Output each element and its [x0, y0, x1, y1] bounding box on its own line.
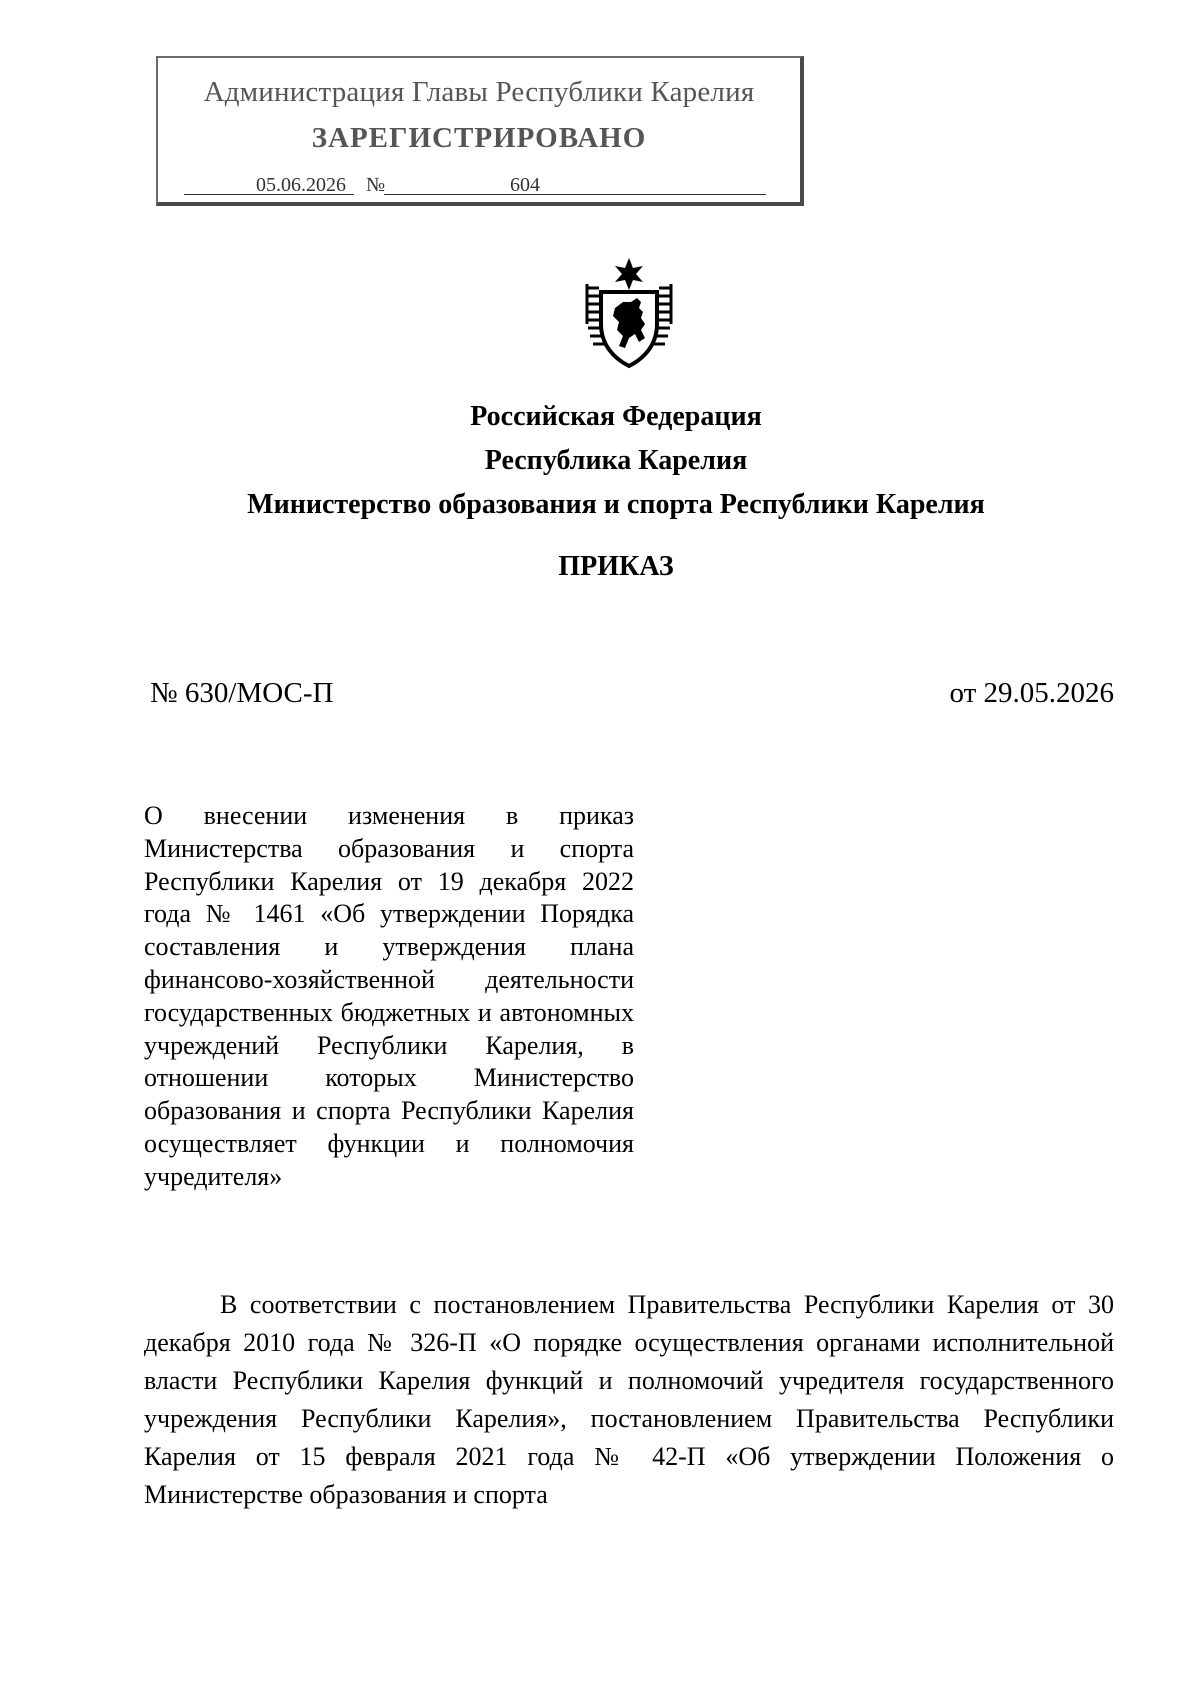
order-date: от 29.05.2026: [949, 677, 1114, 709]
stamp-date: 05.06.2026: [184, 175, 354, 195]
order-subject: О внесении изменения в приказ Министерства образования и спорта Республики Карелия от 19 декабря 2022 года № 1461 «Об утверждении Порядка составления и утверждения плана финансово-хозяйственной деятельности государственных бюджетных и автономных учреждений Республики Карелия, в отношении которых Министерство образования и спорта Республики Карелия осуществляет функции и полномочия учредителя»: [144, 801, 634, 1191]
stamp-number: 604: [384, 175, 766, 195]
coat-of-arms-karelia-icon: [583, 258, 675, 374]
stamp-number-label: №: [366, 174, 386, 196]
order-body-text: В соответствии с постановлением Правительства Республики Карелия от 30 декабря 2010 года № 326-П «О порядке осуществления органами исполнительной власти Республики Карелия функций и полномочий учредителя государственного учреждения Республики Карелия», постановлением Правительства Республики Карелия от 15 февраля 2021 года № 42-П «Об утверждении Положения о Министерстве образования и спорта: [144, 1290, 1114, 1509]
registration-stamp: [156, 56, 804, 206]
header-ministry: Министерство образования и спорта Республики Карелия: [247, 489, 985, 520]
stamp-organization: Администрация Главы Республики Карелия: [203, 76, 755, 108]
header-country: Российская Федерация: [470, 401, 762, 432]
header-region: Республика Карелия: [484, 445, 748, 476]
document-type: ПРИКАЗ: [558, 551, 674, 582]
stamp-status: ЗАРЕГИСТРИРОВАНО: [311, 122, 647, 154]
emblem-star: [615, 258, 643, 290]
order-number: № 630/МОС-П: [150, 677, 334, 709]
